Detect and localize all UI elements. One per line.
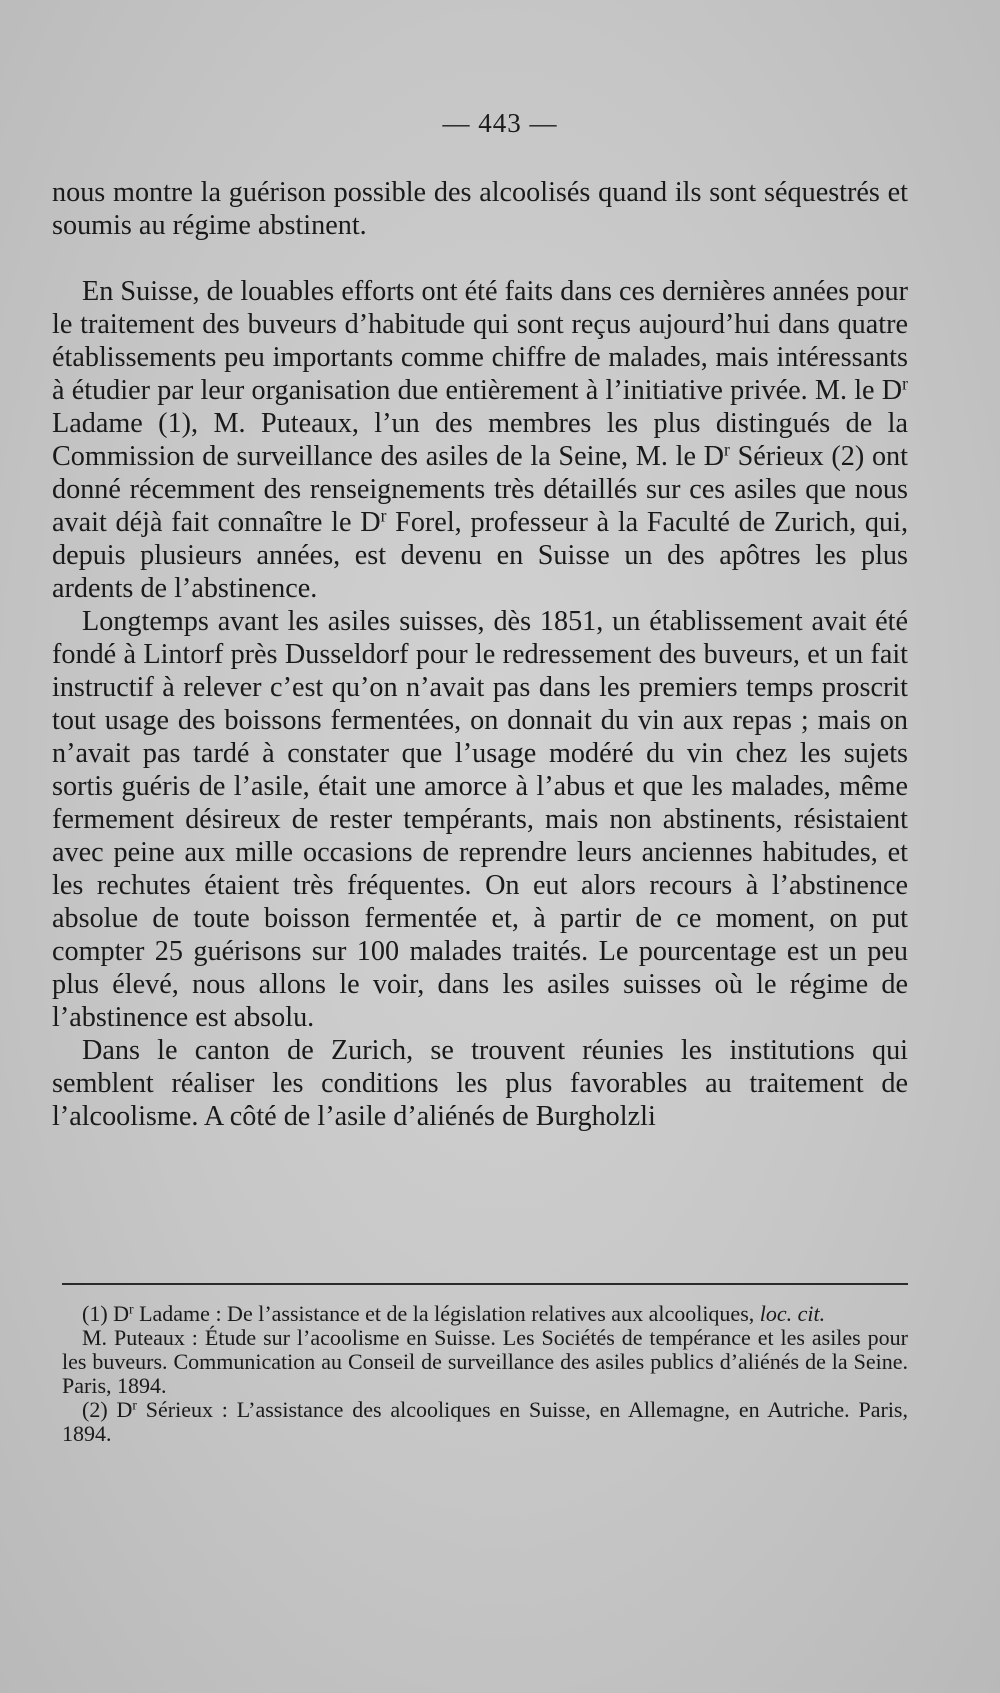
superscript: r — [902, 373, 908, 394]
footnote-2 — [62, 1398, 908, 1446]
superscript: r — [380, 505, 387, 526]
paragraph-continuation: nous montre la guérison possible des alcoolisés quand ils sont séquestrés et soumis au régime abstinent. — [52, 177, 908, 241]
paragraph-lintorf: Longtemps avant les asiles suisses, dès 1851, un établissement avait été fondé à Lintorf près Dusseldorf pour le redressement des buveurs, et un fait instructif à relever c’est qu’on n’avait pas dans les premiers temps proscrit tout usage des boissons fermentées, on donnait du vin aux repas ; mais on n’avait pas tardé à constater que l’usage modéré du vin chez les sujets sortis guéris de l’asile, était une amorce à l’abus et que les malades, même fermement désireux de rester tempérants, mais non abstinents, résistaient avec peine aux mille occasions de reprendre leurs anciennes habitudes, et les rechutes étaient très fréquentes. On eut alors recours à l’abstinence absolue de toute boisson fermentée et, à partir de ce moment, on put compter 25 guérisons sur 100 malades traités. Le pourcentage est un peu plus élevé, nous allons le voir, dans les asiles suisses où le régime de l’abstinence est absolu. — [52, 606, 908, 1033]
footnote-1 — [62, 1302, 908, 1326]
text-run: (1) D — [82, 1301, 130, 1326]
superscript: r — [129, 1301, 134, 1317]
page-number: — 443 — — [442, 108, 558, 138]
footnotes — [62, 1302, 908, 1446]
text-run: En Suisse, de louables efforts ont été faits dans ces dernières années pour le traitement des buveurs d’habitude qui sont reçus aujourd’hui dans quatre établissements peu importants comme chiffre de malades, mais intéressants à étudier par leur organisation due entièrement à l’initiative privée. M. le D — [52, 276, 908, 406]
text-run: Forel, professeur à la Faculté de Zurich, qui, depuis plusieurs années, est devenu en Suisse un des apôtres les plus ardents de l’abstinence. — [52, 507, 908, 604]
text-run: (2) D — [82, 1397, 133, 1422]
text-run: Sérieux (2) ont donné récemment des renseignements très détaillés sur ces asiles que nous avait déjà fait connaître le D — [52, 441, 908, 538]
footnote-1-continuation: M. Puteaux : Étude sur l’acoolisme en Suisse. Les Sociétés de tempérance et les asiles pour les buveurs. Communication au Conseil de surveillance des asiles publics d’aliénés de la Seine. Paris, 1894. — [62, 1325, 908, 1398]
footnote-divider — [62, 1283, 908, 1285]
superscript: r — [724, 439, 730, 460]
italic-citation: loc. cit. — [759, 1301, 826, 1326]
paragraph-zurich: Dans le canton de Zurich, se trouvent réunies les institutions qui semblent réaliser les conditions les plus favorables au traitement de l’alcoolisme. A côté de l’asile d’aliénés de Burgholzli — [52, 1035, 908, 1132]
paragraph-suisse — [52, 275, 908, 605]
body-text — [52, 176, 908, 1133]
text-run: Sérieux : L’assistance des alcooliques en Suisse, en Allemagne, en Autriche. Paris, 1894. — [62, 1397, 908, 1446]
text-run: Ladame : De l’assistance et de la législation relatives aux alcooliques, — [133, 1301, 760, 1326]
superscript: r — [132, 1397, 137, 1413]
text-run: Ladame (1), M. Puteaux, l’un des membres les plus distingués de la Commission de surveillance des asiles de la Seine, M. le D — [52, 408, 908, 472]
